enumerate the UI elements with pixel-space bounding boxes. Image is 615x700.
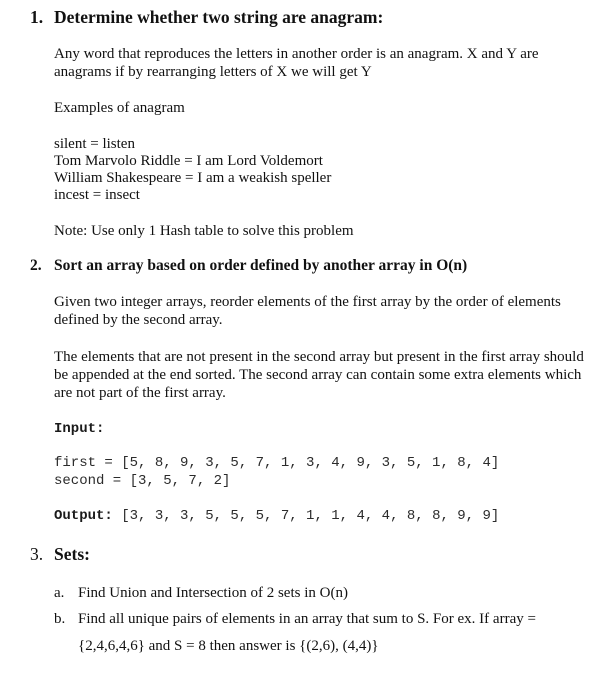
q2-input-label: Input:: [54, 421, 105, 437]
q1-title: Determine whether two string are anagram:: [54, 7, 384, 27]
q2-p1-line1: Given two integer arrays, reorder elements of the first array by the order of elements: [54, 294, 561, 310]
q2-first-array: first = [5, 8, 9, 3, 5, 7, 1, 3, 4, 9, 3, 5, 1, 8, 4]: [54, 455, 500, 471]
q1-example: Tom Marvolo Riddle = I am Lord Voldemort: [54, 153, 323, 169]
q2-p2-line1: The elements that are not present in the second array but present in the first array should: [54, 349, 584, 365]
q2-output-value: [3, 3, 3, 5, 5, 5, 7, 1, 1, 4, 4, 8, 8, 9, 9]: [121, 508, 500, 524]
q2-number: 2.: [30, 257, 42, 274]
q1-number: 1.: [30, 7, 44, 27]
q2-output: [54, 508, 499, 524]
q2-p2-line3: are not part of the first array.: [54, 385, 226, 401]
q2-second-array: second = [3, 5, 7, 2]: [54, 473, 231, 489]
q1-example: incest = insect: [54, 187, 140, 203]
q1-example: silent = listen: [54, 136, 135, 152]
q1-desc-line1: Any word that reproduces the letters in another order is an anagram. X and Y are: [54, 46, 539, 62]
q2-title: Sort an array based on order defined by another array in O(n): [54, 257, 468, 274]
q1-desc-line2: anagrams if by rearranging letters of X we will get Y: [54, 64, 372, 80]
q1-examples-heading: Examples of anagram: [54, 100, 185, 116]
q2-output-label: Output:: [54, 508, 113, 524]
q3-number: 3.: [30, 544, 44, 564]
q3-b-line2: {2,4,6,4,6} and S = 8 then answer is {(2,6), (4,4)}: [78, 638, 379, 654]
q3-b-marker: b.: [54, 611, 66, 627]
q1-note: Note: Use only 1 Hash table to solve this problem: [54, 223, 354, 239]
q3-b-line1: Find all unique pairs of elements in an array that sum to S. For ex. If array =: [78, 611, 536, 627]
q3-a-marker: a.: [54, 585, 65, 601]
q2-p1-line2: defined by the second array.: [54, 312, 223, 328]
q1-example: William Shakespeare = I am a weakish speller: [54, 170, 332, 186]
q2-p2-line2: be appended at the end sorted. The second array can contain some extra elements which: [54, 367, 582, 383]
q3-a-text: Find Union and Intersection of 2 sets in O(n): [78, 585, 348, 601]
q3-title: Sets:: [54, 544, 90, 564]
